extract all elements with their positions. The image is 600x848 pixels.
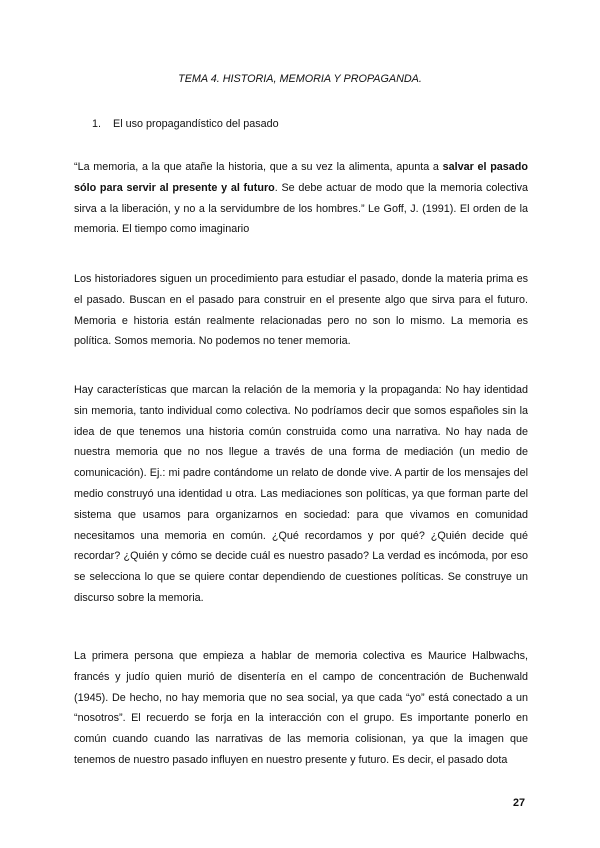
section-heading [92, 118, 279, 130]
section-number: 1. [92, 118, 102, 130]
quote-text-start: “La memoria, a la que atañe la historia, que a su vez la alimenta, apunta a [74, 161, 443, 173]
paragraph-memory-propaganda: Hay características que marcan la relación de la memoria y la propaganda: No hay identidad sin memoria, tanto individual como colectiva. No podríamos decir que somos españoles sin la idea de que tenemos una historia común construida como una narrativa. No hay nada de nuestra memoria que no nos llegue a través de una forma de mediación (un medio de comunicación). Ej.: mi padre contándome un relato de donde vive. A partir de los mensajes del medio construyó una identidad u otra. Las mediaciones son políticas, ya que forman parte del sistema que usamos para organizarnos en sociedad: para que vivamos en comunidad necesitamos una memoria en común. ¿Qué recordamos y por qué? ¿Quién decide qué recordar? ¿Quién y cómo se decide cuál es nuestro pasado? La verdad es incómoda, por eso se selecciona lo que se quiere contar dependiendo de cuestiones políticas. Se construye un discurso sobre la memoria. [74, 384, 528, 604]
quote-text-end: . Se debe actuar de modo que la memoria colectiva sirva a la liberación, y no a la servidumbre de los hombres.” Le Goff, J. (1991). El orden de la memoria. El tiempo como imaginario [74, 181, 529, 236]
paragraph-halbwachs: La primera persona que empieza a hablar de memoria colectiva es Maurice Halbwachs, francés y judío quien murió de disentería en el campo de concentración de Buchenwald (1945). De hecho, no hay memoria que no sea social, ya que cada “yo” está conectado a un “nosotros”. El recuerdo se forja en la interacción con el grupo. Es importante ponerlo en común cuando cuando las narrativas de las memoria colisionan, ya que la imagen que tenemos de nuestro pasado influyen en nuestro presente y futuro. Es decir, el pasado dota [74, 650, 528, 766]
quote-bold-text: salvar el pasado sólo para servir al presente y al futuro [74, 161, 528, 194]
page-number: 27 [513, 797, 526, 809]
paragraph-historians: Los historiadores siguen un procedimiento para estudiar el pasado, donde la materia prima es el pasado. Buscan en el pasado para construir en el presente algo que sirva para el futuro. Memoria e historia están realmente relacionadas pero no son lo mismo. La memoria es política. Somos memoria. No podemos no tener memoria. [74, 273, 528, 348]
section-heading-text: El uso propagandístico del pasado [113, 118, 279, 130]
quote-paragraph [74, 157, 528, 240]
chapter-title: TEMA 4. HISTORIA, MEMORIA Y PROPAGANDA. [178, 73, 422, 85]
